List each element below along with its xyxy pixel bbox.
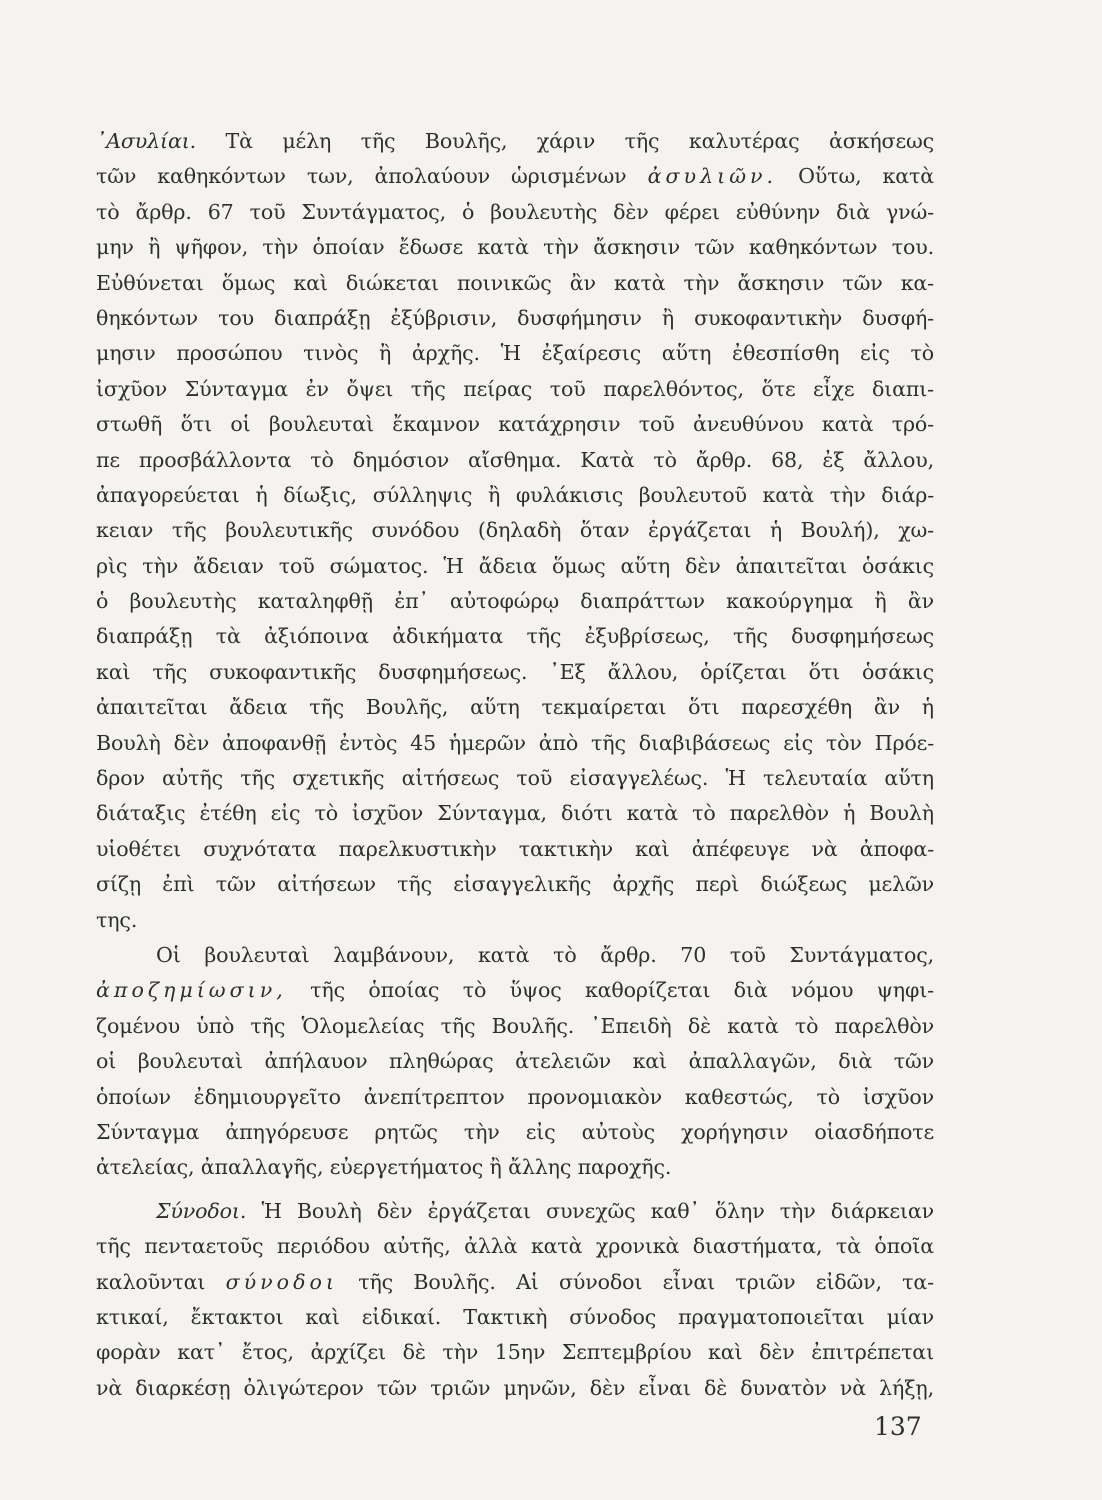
line-text: Εὐθύνεται ὅμως καὶ διώκεται ποινικῶς ἂν κατὰ τὴν ἄσκησιν τῶν κα- [96,270,934,295]
text-line [96,619,934,654]
line-text: Τὰ μέλη τῆς Βουλῆς, χάριν τῆς καλυτέρας ἀσκήσεως [196,129,934,153]
text-line [96,867,934,902]
text-line [96,1009,934,1044]
line-text: ρὶς τὴν ἄδειαν τοῦ σώματος. Ἡ ἄδεια ὅμως αὕτη δὲν ἀπαιτεῖται ὁσάκις [96,553,934,578]
line-text: τὸ ἄρθρ. 67 τοῦ Συντάγματος, ὁ βουλευτὴς δὲν φέρει εὐθύνην διὰ γνώ- [96,199,934,224]
line-text: ὁποίων ἐδημιουργεῖτο ἀνεπίτρεπτον προνομιακὸν καθεστώς, τὸ ἰσχῦον [96,1084,934,1109]
text-line [96,513,934,548]
line-text: καλοῦνται [96,1269,226,1294]
line-text: ἰσχῦον Σύνταγμα ἐν ὄψει τῆς πείρας τοῦ παρελθόντος, ὅτε εἶχε διαπι- [96,376,934,401]
line-text: οἱ βουλευταὶ ἀπήλαυον πληθώρας ἀτελειῶν καὶ ἀπαλλαγῶν, διὰ τῶν [96,1049,934,1074]
line-text: Βουλὴ δὲν ἀποφανθῇ ἐντὸς 45 ἡμερῶν ἀπὸ τῆς διαβιβάσεως εἰς τὸν Πρόε- [96,730,934,755]
line-text: ζομένου ὑπὸ τῆς Ὁλομελείας τῆς Βουλῆς. ᾿Επειδὴ δὲ κατὰ τὸ παρελθὸν [96,1013,934,1038]
line-text: πε προσβάλλοντα τὸ δημόσιον αἴσθημα. Κατὰ τὸ ἄρθρ. 68, ἐξ ἄλλου, [96,447,934,472]
page-number: 137 [874,1412,922,1441]
text-line [96,301,934,336]
text-line [96,230,934,265]
line-text: θηκόντων του διαπράξῃ ἐξύβρισιν, δυσφήμησιν ἢ συκοφαντικὴν δυσφή- [96,305,934,330]
line-text: Ἡ Βουλὴ δὲν ἐργάζεται συνεχῶς καθ᾿ ὅλην τὴν διάρκειαν [246,1198,934,1223]
text-line [96,159,934,194]
line-text: καὶ τῆς συκοφαντικῆς δυσφημήσεως. ᾿Εξ ἄλλου, ὁρίζεται ὅτι ὁσάκις [96,659,934,684]
line-text: στωθῆ ὅτι οἱ βουλευταὶ ἔκαμνον κατάχρησιν τοῦ ἀνευθύνου κατὰ τρό- [96,412,934,437]
line-text: ἀτελείας, ἀπαλλαγῆς, εὐεργετήματος ἢ ἄλλης παροχῆς. [96,1155,672,1180]
text-line [96,1229,934,1264]
text-line [96,336,934,371]
text-line [96,1044,934,1079]
text-line [96,195,934,230]
text-line [96,832,934,867]
text-line [96,443,934,478]
emphasized-term: σύνοδοι [225,1269,338,1294]
line-text: νὰ διαρκέσῃ ὀλιγώτερον τῶν τριῶν μηνῶν, δὲν εἶναι δὲ δυνατὸν νὰ λήξῃ, [96,1375,934,1400]
text-line [96,973,934,1008]
text-line [96,266,934,301]
text-line [96,903,934,938]
body-text [96,124,934,1406]
text-line [96,1150,934,1185]
line-text: Σύνταγμα ἀπηγόρευσε ρητῶς τὴν εἰς αὐτοὺς χορήγησιν οἱασδήποτε [96,1119,934,1144]
text-line [96,690,934,725]
text-line [96,1300,934,1335]
line-text-tail: τῆς Βουλῆς. Αἱ σύνοδοι εἶναι τριῶν εἰδῶν, τα- [337,1269,934,1294]
text-line [96,761,934,796]
emphasized-term: ἀσυλιῶν. [647,164,778,189]
line-text: υἱοθέτει συχνότατα παρελκυστικὴν τακτικὴν καὶ ἀπέφευγε νὰ ἀποφα- [96,836,934,861]
emphasized-term: ἀποζημίωσιν, [96,978,287,1003]
line-text: ἀπαγορεύεται ἡ δίωξις, σύλληψις ἢ φυλάκισις βουλευτοῦ κατὰ τὴν διάρ- [96,482,934,507]
line-text: κειαν τῆς βουλευτικῆς συνόδου (δηλαδὴ ὅταν ἐργάζεται ἡ Βουλή), χω- [96,518,934,543]
text-line [96,549,934,584]
line-text: ὁ βουλευτὴς καταληφθῇ ἐπ᾿ αὐτοφώρῳ διαπράττων κακούργημα ἢ ἂν [96,589,934,614]
text-line [96,407,934,442]
line-text: δρον αὐτῆς τῆς σχετικῆς αἰτήσεως τοῦ εἰσαγγελέως. Ἡ τελευταία αὕτη [96,766,934,791]
line-text-tail: τῆς ὁποίας τὸ ὕψος καθορίζεται διὰ νόμου ψηφι- [286,978,934,1003]
line-text: σίζῃ ἐπὶ τῶν αἰτήσεων τῆς εἰσαγγελικῆς ἀρχῆς περὶ διώξεως μελῶν [96,872,934,897]
line-text: ἀπαιτεῖται ἄδεια τῆς Βουλῆς, αὕτη τεκμαίρεται ὅτι παρεσχέθη ἂν ἡ [96,695,934,720]
line-text: φορὰν κατ᾿ ἔτος, ἀρχίζει δὲ τὴν 15ην Σεπτεμβρίου καὶ δὲν ἐπιτρέπεται [96,1340,934,1365]
line-text: Οἱ βουλευταὶ λαμβάνουν, κατὰ τὸ ἄρθρ. 70 τοῦ Συντάγματος, [156,942,934,967]
paragraph-gap [96,1186,934,1194]
text-line [96,796,934,831]
line-text: τῶν καθηκόντων των, ἀπολαύουν ὡρισμένων [96,164,648,189]
italic-heading: ᾿Ασυλίαι. [96,129,197,153]
line-text: διαπράξῃ τὰ ἀξιόποινα ἀδικήματα τῆς ἐξυβρίσεως, τῆς δυσφημήσεως [96,624,934,649]
italic-heading: Σύνοδοι. [156,1198,247,1223]
text-line [96,1115,934,1150]
line-text: κτικαί, ἔκτακτοι καὶ εἰδικαί. Τακτικὴ σύνοδος πραγματοποιεῖται μίαν [96,1304,934,1329]
text-line [96,1335,934,1370]
line-text: μησιν προσώπου τινὸς ἢ ἀρχῆς. Ἡ ἐξαίρεσις αὕτη ἐθεσπίσθη εἰς τὸ [96,341,934,366]
line-text: διάταξις ἐτέθη εἰς τὸ ἰσχῦον Σύνταγμα, διότι κατὰ τὸ παρελθὸν ἡ Βουλὴ [96,801,934,826]
text-line [96,124,934,159]
text-line [96,1194,934,1229]
line-text: της. [96,907,138,932]
text-line [96,938,934,973]
text-line [96,584,934,619]
line-text-tail: Οὕτω, κατὰ [777,164,934,189]
line-text: τῆς πενταετοῦς περιόδου αὐτῆς, ἀλλὰ κατὰ χρονικὰ διαστήματα, τὰ ὁποῖα [96,1234,934,1259]
text-line [96,1080,934,1115]
text-line [96,478,934,513]
text-line [96,655,934,690]
text-line [96,1265,934,1300]
text-line [96,1371,934,1406]
text-line [96,726,934,761]
line-text: μην ἢ ψῆφον, τὴν ὁποίαν ἔδωσε κατὰ τὴν ἄσκησιν τῶν καθηκόντων του. [96,235,934,260]
text-line [96,372,934,407]
